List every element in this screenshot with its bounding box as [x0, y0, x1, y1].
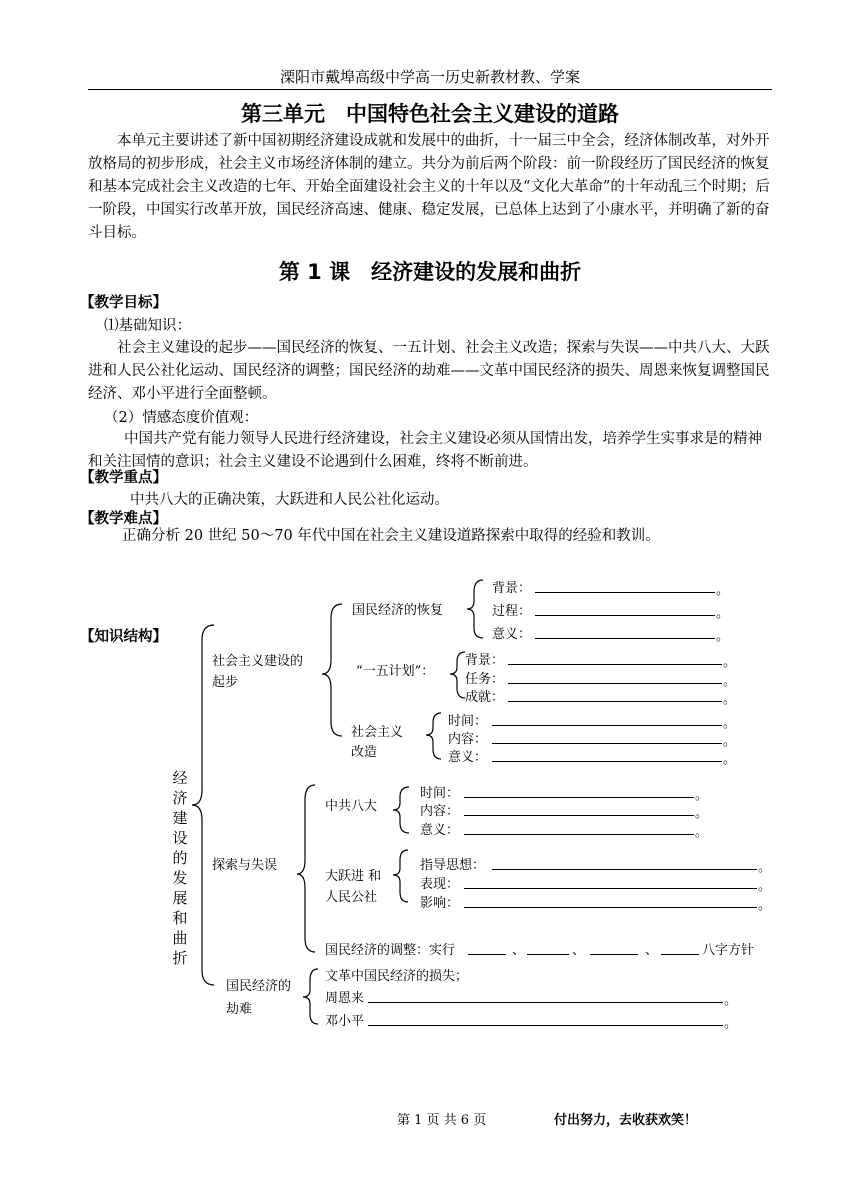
leap-blank-0[interactable]	[492, 869, 757, 870]
reform-field-0: 时间：	[448, 714, 488, 729]
end-mark: 。	[758, 879, 772, 894]
five-year-blank-1[interactable]	[508, 683, 722, 684]
key-points-label: 【教学重点】	[80, 470, 167, 486]
congress-blank-1[interactable]	[464, 815, 694, 816]
footer-motto: 付出努力，去收获欢笑！	[554, 1113, 698, 1128]
leap-field-1: 表现：	[420, 877, 460, 892]
end-mark: 。	[723, 752, 737, 767]
end-mark: 。	[723, 655, 737, 670]
leap-name-line2: 人民公社	[325, 890, 378, 905]
branch1-name-line2: 起步	[212, 675, 239, 690]
recovery-field-2: 意义：	[492, 627, 532, 642]
unit-intro: 本单元主要讲述了新中国初期经济建设成就和发展中的曲折，十一届三中全会，经济体制改革，对外开放格局的初步形成，社会主义市场经济体制的建立。共分为前后两个阶段：前一阶段经历了国民经济的恢复和基本完成社会主义改造的七年、开始全面建设社会主义的十年以及“文化大革命”的十年动乱三个时期；后一阶段，中国实行改革开放，国民经济高速、健康、稳定发展，已总体上达到了小康水平，并明确了新的奋斗目标。	[88, 133, 770, 241]
end-mark: 。	[723, 734, 737, 749]
congress-name: 中共八大	[325, 799, 378, 814]
end-mark: 。	[716, 606, 730, 621]
difficulties-label: 【教学难点】	[80, 511, 167, 527]
end-mark: 。	[723, 674, 737, 689]
leap-brace	[393, 850, 408, 902]
reform-field-2: 意义：	[448, 750, 488, 765]
reform-blank-0[interactable]	[492, 725, 722, 726]
recovery-name: 国民经济的恢复	[352, 603, 444, 618]
five-year-blank-2[interactable]	[508, 701, 722, 702]
recovery-blank-0[interactable]	[535, 592, 715, 593]
adjust-suffix: 八字方针	[702, 943, 755, 958]
recovery-blank-1[interactable]	[535, 615, 715, 616]
adjust-sep: 、	[512, 943, 526, 958]
congress-field-1: 内容：	[420, 804, 460, 819]
adjust-blank-3[interactable]	[661, 954, 699, 955]
end-mark: 。	[716, 629, 730, 644]
basic-knowledge-label: ⑴基础知识：	[104, 318, 191, 334]
end-mark: 。	[723, 716, 737, 731]
end-mark: 。	[724, 993, 738, 1008]
adjust-blank-1[interactable]	[527, 954, 569, 955]
adjust-sep: 、	[572, 943, 586, 958]
recovery-field-0: 背景：	[492, 581, 532, 596]
deng-blank[interactable]	[368, 1025, 723, 1026]
congress-blank-0[interactable]	[464, 797, 694, 798]
congress-field-0: 时间：	[420, 786, 460, 801]
five-year-field-0: 背景：	[465, 653, 505, 668]
end-mark: 。	[695, 806, 709, 821]
reform-blank-1[interactable]	[492, 743, 722, 744]
branch3-name-line1: 国民经济的	[226, 979, 292, 994]
adjust-prefix: 国民经济的调整：实行	[325, 943, 456, 958]
root-label: 经济建设的发展和曲折	[172, 769, 188, 967]
adjust-sep: 、	[645, 943, 659, 958]
branch3-brace	[303, 969, 318, 1024]
leap-field-0: 指导思想：	[420, 858, 486, 873]
end-mark: 。	[758, 898, 772, 913]
deng-label: 邓小平	[325, 1014, 365, 1029]
page-number: 第 1 页 共 6 页	[397, 1113, 487, 1128]
five-year-brace	[450, 652, 465, 698]
branch2-brace	[297, 785, 315, 952]
leap-blank-1[interactable]	[464, 888, 757, 889]
leap-blank-2[interactable]	[464, 907, 757, 908]
congress-field-2: 意义：	[420, 823, 460, 838]
recovery-field-1: 过程：	[492, 604, 532, 619]
leap-field-2: 影响：	[420, 896, 460, 911]
branch3-name-line2: 劫难	[226, 1002, 253, 1017]
congress-blank-2[interactable]	[464, 834, 694, 835]
recovery-brace	[467, 580, 483, 638]
goals-label: 【教学目标】	[80, 295, 167, 311]
page-header: 溧阳市戴埠高级中学高一历史新教材教、学案	[279, 68, 580, 86]
end-mark: 。	[724, 1016, 738, 1031]
structure-label: 【知识结构】	[80, 629, 167, 645]
five-year-field-1: 任务：	[465, 672, 505, 687]
end-mark: 。	[716, 583, 730, 598]
five-year-blank-0[interactable]	[508, 664, 722, 665]
difficulties-text: 正确分析 20 世纪 50～70 年代中国在社会主义建设道路探索中取得的经验和教训。	[122, 528, 660, 544]
basic-knowledge-text: 社会主义建设的起步——国民经济的恢复、一五计划、社会主义改造；探索与失误——中共八大、大跃进和人民公社化运动、国民经济的调整；国民经济的劫难——文革中国民经济的损失、周恩来恢复调整国民经济、邓小平进行全面整顿。	[88, 340, 770, 402]
unit-title: 第三单元 中国特色社会主义建设的道路	[241, 102, 619, 126]
recovery-blank-2[interactable]	[535, 638, 715, 639]
emotion-label: （2）情感态度价值观：	[104, 410, 259, 426]
emotion-text: 中国共产党有能力领导人民进行经济建设，社会主义建设必须从国情出发，培养学生实事求是的精神和关注国情的意识；社会主义建设不论遇到什么困难，终将不断前进。	[88, 431, 762, 470]
five-year-field-2: 成就：	[465, 690, 505, 705]
adjust-blank-2[interactable]	[590, 954, 638, 955]
congress-brace	[393, 787, 409, 833]
five-year-name: “一五计划”：	[356, 664, 435, 679]
loss-label: 文革中国民经济的损失；	[325, 969, 469, 984]
branch1-name-line1: 社会主义建设的	[212, 654, 304, 669]
reform-field-1: 内容：	[448, 732, 488, 747]
root-brace	[192, 625, 214, 985]
leap-name-line1: 大跃进 和	[325, 869, 382, 884]
reform-blank-2[interactable]	[492, 761, 722, 762]
zhou-blank[interactable]	[368, 1002, 723, 1003]
end-mark: 。	[758, 860, 772, 875]
reform-brace	[426, 713, 441, 759]
zhou-label: 周恩来	[325, 991, 365, 1006]
end-mark: 。	[695, 825, 709, 840]
branch2-name: 探索与失误	[212, 858, 278, 873]
reform-name-line1: 社会主义	[351, 725, 404, 740]
end-mark: 。	[695, 788, 709, 803]
branch1-brace	[322, 604, 342, 736]
end-mark: 。	[723, 692, 737, 707]
key-points-text: 中共八大的正确决策，大跃进和人民公社化运动。	[130, 492, 449, 508]
adjust-blank-0[interactable]	[468, 954, 506, 955]
lesson-title: 第 1 课 经济建设的发展和曲折	[278, 260, 582, 284]
reform-name-line2: 改造	[351, 745, 378, 760]
